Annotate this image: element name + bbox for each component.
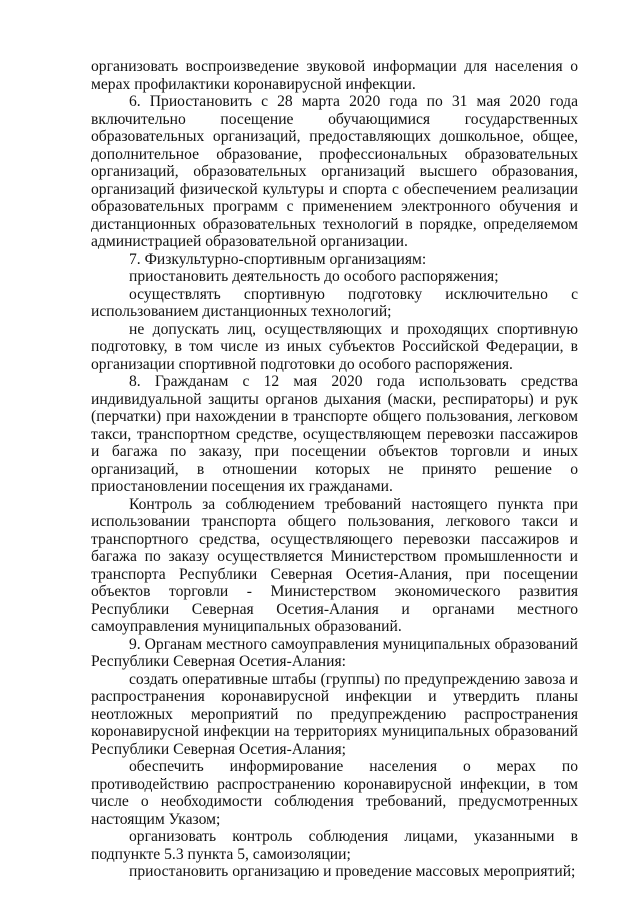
paragraph-item-7-sports-organizations: 7. Физкультурно-спортивным организациям: — [129, 250, 427, 268]
paragraph-item-7-suspend-activity: приостановить деятельность до особого распоряжения; — [129, 268, 499, 285]
paragraph-item-9-public-information: обеспечить информирование населения о мерах по противодействию распространению коронавирусной инфекции, в том числе о необходимости соблюдения требований, предусмотренных настоящим Указом; — [91, 758, 578, 828]
paragraph-item-9-mass-events: приостановить организацию и проведение массовых мероприятий; — [129, 863, 576, 880]
paragraph-sound-info-continuation: организовать воспроизведение звуковой информации для населения о мерах профилактики коронавирусной инфекции. — [91, 58, 578, 93]
paragraph-item-8-control: Контроль за соблюдением требований настоящего пункта при использовании транспорта общего пользования, легкового такси и транспортного средства, осуществляющего перевозки пассажиров и багажа по заказу осуществляется Министерством промышленности и транспорта Республики Северная Осетия-Алания, при посещении объектов торговли - Министерством экономического развития Республики Северная Осетия-Алания и органами местного самоуправления муниципальных образований. — [91, 495, 578, 635]
paragraph-item-7-no-admission: не допускать лиц, осуществляющих и проходящих спортивную подготовку, в том числе из иных субъектов Российской Федерации, в организации спортивной подготовки до особого распоряжения. — [91, 320, 578, 373]
paragraph-item-8-protective-equipment: 8. Гражданам с 12 мая 2020 года использовать средства индивидуальной защиты органов дыхания (маски, респираторы) и рук (перчатки) при нахождении в транспорте общего пользования, легковом такси, транспортном средстве, осуществляющем перевозки пассажиров и багажа по заказу, при посещении объектов торговли и иных организаций, в отношении которых не принято решение о приостановлении посещения их гражданами. — [91, 373, 578, 495]
paragraph-item-6-education-suspension: 6. Приостановить с 28 марта 2020 года по 31 мая 2020 года включительно посещение обучающимися государственных образовательных организаций, предоставляющих дошкольное, общее, дополнительное образование, профессиональных образовательных организаций, образовательных организаций высшего образования, организаций физической культуры и спорта с обеспечением реализации образовательных программ с применением электронного обучения и дистанционных образовательных технологий в порядке, определяемом администрацией образовательной организации. — [91, 93, 578, 250]
paragraph-item-9-local-authorities: 9. Органам местного самоуправления муниципальных образований Республики Северная Осетия-Алания: — [91, 635, 578, 670]
paragraph-item-9-self-isolation-control: организовать контроль соблюдения лицами, указанными в подпункте 5.3 пункта 5, самоизоляции; — [91, 828, 578, 863]
document-page — [91, 58, 578, 881]
paragraph-item-7-remote-training: осуществлять спортивную подготовку исключительно с использованием дистанционных технологий; — [91, 285, 578, 320]
paragraph-item-9-operational-headquarters: создать оперативные штабы (группы) по предупреждению завоза и распространения коронавирусной инфекции и утвердить планы неотложных мероприятий по предупреждению распространения коронавирусной инфекции на территориях муниципальных образований Республики Северная Осетия-Алания; — [91, 670, 578, 758]
